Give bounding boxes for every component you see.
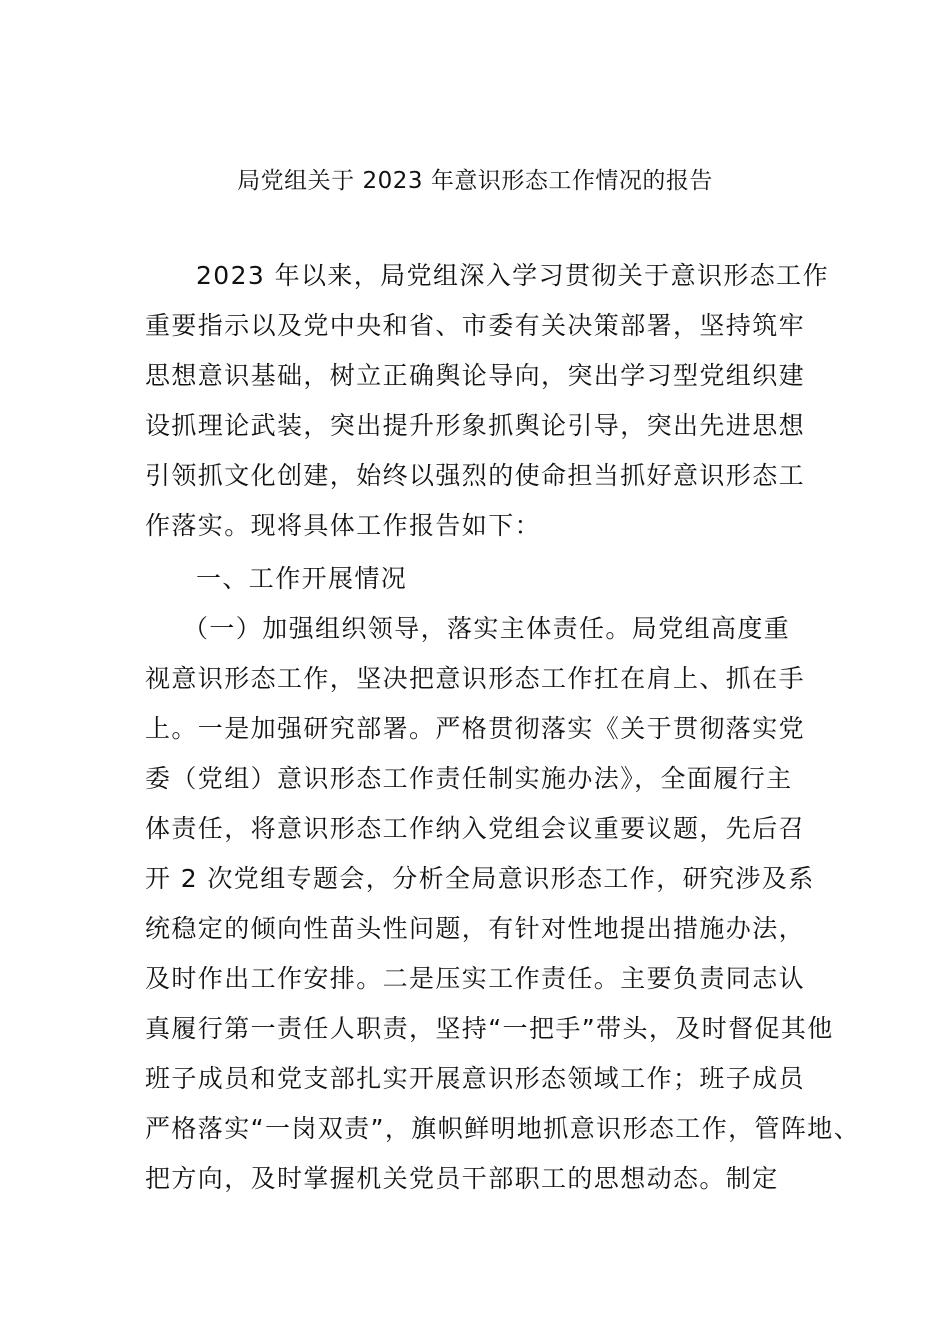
paragraph-line-1: 2023 年以来，局党组深入学习贯彻关于意识形态工作 (196, 261, 829, 290)
paragraph-line-5: 引领抓文化创建，始终以强烈的使命担当抓好意识形态工 (145, 461, 806, 490)
subsection-line-10: 班子成员和党支部扎实开展意识形态领域工作；班子成员 (145, 1064, 806, 1093)
subsection-line-9: 真履行第一责任人职责，坚持“一把手”带头，及时督促其他 (145, 1014, 834, 1043)
subsection-line-12: 把方向，及时掌握机关党员干部职工的思想动态。制定 (145, 1164, 779, 1193)
subsection-line-7: 统稳定的倾向性苗头性问题，有针对性地提出措施办法， (145, 914, 806, 943)
paragraph-line-4: 设抓理论武装，突出提升形象抓舆论引导，突出先进思想 (145, 411, 806, 440)
subsection-line-6: 开 2 次党组专题会，分析全局意识形态工作，研究涉及系 (145, 864, 815, 893)
paragraph-line-2: 重要指示以及党中央和省、市委有关决策部署，坚持筑牢 (145, 311, 806, 340)
subsection-line-1: （一）加强组织领导，落实主体责任。局党组高度重 (183, 614, 791, 643)
subsection-line-2: 视意识形态工作，坚决把意识形态工作扛在肩上、抓在手 (145, 664, 806, 693)
subsection-line-4: 委（党组）意识形态工作责任制实施办法》，全面履行主 (145, 764, 793, 793)
paragraph-line-6: 作落实。现将具体工作报告如下： (145, 511, 542, 540)
document-title: 局党组关于 2023 年意识形态工作情况的报告 (237, 168, 713, 194)
subsection-line-5: 体责任，将意识形态工作纳入党组会议重要议题，先后召 (145, 814, 806, 843)
section-heading-1: 一、工作开展情况 (196, 564, 408, 593)
paragraph-line-3: 思想意识基础，树立正确舆论导向，突出学习型党组织建 (145, 361, 806, 390)
subsection-line-3: 上。一是加强研究部署。严格贯彻落实《关于贯彻落实党 (145, 714, 806, 743)
subsection-line-11: 严格落实“一岗双责”，旗帜鲜明地抓意识形态工作，管阵地、 (145, 1114, 861, 1143)
subsection-line-8: 及时作出工作安排。二是压实工作责任。主要负责同志认 (145, 964, 806, 993)
